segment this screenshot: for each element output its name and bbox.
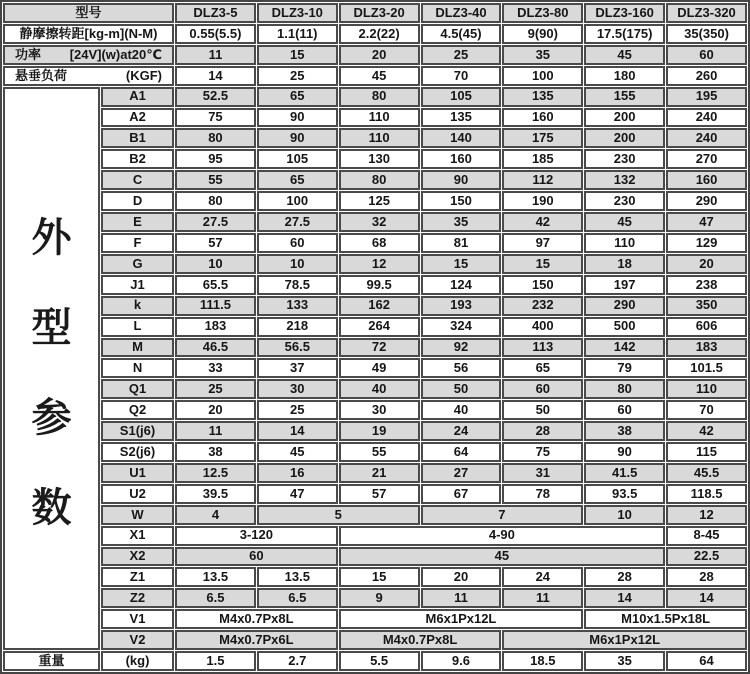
dimension-value-cell: 3-120: [175, 526, 338, 546]
dimension-value-cell: 22.5: [666, 547, 747, 567]
dimension-value-cell: 20: [666, 254, 747, 274]
dimension-param-label: L: [101, 317, 174, 337]
dimension-param-label: Z2: [101, 588, 174, 608]
dimension-param-label: E: [101, 212, 174, 232]
dimension-value-cell: 28: [502, 421, 583, 441]
dimension-value-cell: 81: [421, 233, 502, 253]
dimension-value-cell: 52.5: [175, 87, 256, 107]
dimension-value-cell: 18: [584, 254, 665, 274]
dimension-value-cell: M6x1Px12L: [502, 630, 747, 650]
dimension-value-cell: 90: [257, 108, 338, 128]
dimension-value-cell: 350: [666, 296, 747, 316]
dimension-value-cell: 16: [257, 463, 338, 483]
weight-value-cell: 2.7: [257, 651, 338, 671]
model-column-header: DLZ3-5: [175, 3, 256, 23]
dimension-value-cell: 19: [339, 421, 420, 441]
dimension-title-char: 参: [31, 396, 72, 441]
dimension-value-cell: 113: [502, 338, 583, 358]
dimension-value-cell: 160: [421, 149, 502, 169]
dimension-value-cell: 124: [421, 275, 502, 295]
dimension-value-cell: 200: [584, 108, 665, 128]
dimension-param-label: A1: [101, 87, 174, 107]
dimension-value-cell: 162: [339, 296, 420, 316]
dimension-value-cell: 42: [666, 421, 747, 441]
table-row: [3, 567, 747, 587]
dimension-value-cell: 92: [421, 338, 502, 358]
dimension-value-cell: 200: [584, 128, 665, 148]
table-row: [3, 651, 747, 671]
dimension-value-cell: 90: [584, 442, 665, 462]
dimension-value-cell: 175: [502, 128, 583, 148]
spec-row-unit-text: [24V](w)at20℃: [69, 46, 163, 62]
table-row: [3, 338, 747, 358]
table-row: [3, 45, 747, 65]
dimension-value-cell: 24: [502, 567, 583, 587]
dimension-value-cell: 240: [666, 128, 747, 148]
dimension-value-cell: 110: [339, 128, 420, 148]
spec-row-label-power: [3, 45, 174, 65]
table-row: [3, 275, 747, 295]
dimension-value-cell: 112: [502, 170, 583, 190]
table-row: [3, 630, 747, 650]
dimension-value-cell: 185: [502, 149, 583, 169]
dimension-value-cell: 38: [175, 442, 256, 462]
dimension-param-label: Q1: [101, 379, 174, 399]
table-row: [3, 149, 747, 169]
dimension-value-cell: 60: [175, 547, 338, 567]
weight-unit: (kg): [101, 651, 174, 671]
dimension-value-cell: 70: [666, 400, 747, 420]
spec-value-cell: 45: [584, 45, 665, 65]
dimension-value-cell: 110: [584, 233, 665, 253]
dimension-value-cell: 101.5: [666, 358, 747, 378]
dimension-param-label: U1: [101, 463, 174, 483]
dimension-param-label: B2: [101, 149, 174, 169]
dimension-value-cell: 24: [421, 421, 502, 441]
dimension-value-cell: 80: [175, 191, 256, 211]
dimension-value-cell: M6x1Px12L: [339, 609, 584, 629]
dimension-value-cell: 240: [666, 108, 747, 128]
dimension-value-cell: 238: [666, 275, 747, 295]
dimension-value-cell: 100: [257, 191, 338, 211]
dimension-value-cell: 38: [584, 421, 665, 441]
dimension-value-cell: 118.5: [666, 484, 747, 504]
spec-row-unit-text: (KGF): [125, 67, 163, 83]
spec-value-cell: 70: [421, 66, 502, 86]
dimension-value-cell: 50: [421, 379, 502, 399]
dimension-value-cell: 55: [339, 442, 420, 462]
table-row: [3, 505, 747, 525]
table-row: [3, 66, 747, 86]
table-row: [3, 24, 747, 44]
dimension-value-cell: 160: [502, 108, 583, 128]
spec-value-cell: 60: [666, 45, 747, 65]
dimension-value-cell: 79: [584, 358, 665, 378]
dimension-value-cell: 56.5: [257, 338, 338, 358]
spec-table-body: [3, 3, 747, 671]
spec-value-cell: 14: [175, 66, 256, 86]
spec-row-label-text: 功率: [15, 46, 42, 62]
dimension-value-cell: 193: [421, 296, 502, 316]
spec-value-cell: 11: [175, 45, 256, 65]
dimension-value-cell: 129: [666, 233, 747, 253]
dimension-value-cell: 142: [584, 338, 665, 358]
weight-value-cell: 1.5: [175, 651, 256, 671]
table-row: [3, 170, 747, 190]
dimension-param-label: Q2: [101, 400, 174, 420]
model-column-header: DLZ3-20: [339, 3, 420, 23]
dimension-value-cell: 6.5: [257, 588, 338, 608]
dimension-value-cell: 27.5: [175, 212, 256, 232]
table-row: [3, 609, 747, 629]
dimension-value-cell: 45: [584, 212, 665, 232]
dimension-value-cell: 132: [584, 170, 665, 190]
dimension-value-cell: 140: [421, 128, 502, 148]
weight-label: 重量: [3, 651, 100, 671]
dimension-value-cell: 15: [502, 254, 583, 274]
dimension-section-title: [3, 87, 100, 650]
dimension-value-cell: 110: [666, 379, 747, 399]
dimension-value-cell: 135: [502, 87, 583, 107]
spec-value-cell: 100: [502, 66, 583, 86]
dimension-value-cell: 90: [257, 128, 338, 148]
dimension-value-cell: 50: [502, 400, 583, 420]
table-row: [3, 87, 747, 107]
dimension-param-label: W: [101, 505, 174, 525]
dimension-title-char: 型: [31, 306, 72, 351]
dimension-value-cell: 290: [666, 191, 747, 211]
dimension-value-cell: 60: [257, 233, 338, 253]
dimension-param-label: C: [101, 170, 174, 190]
dimension-value-cell: 133: [257, 296, 338, 316]
dimension-value-cell: 93.5: [584, 484, 665, 504]
weight-value-cell: 18.5: [502, 651, 583, 671]
dimension-param-label: A2: [101, 108, 174, 128]
dimension-value-cell: 155: [584, 87, 665, 107]
dimension-value-cell: 95: [175, 149, 256, 169]
dimension-value-cell: 218: [257, 317, 338, 337]
dimension-value-cell: 56: [421, 358, 502, 378]
dimension-value-cell: 65.5: [175, 275, 256, 295]
dimension-value-cell: 65: [257, 170, 338, 190]
dimension-value-cell: 55: [175, 170, 256, 190]
table-row: [3, 108, 747, 128]
dimension-value-cell: 45: [257, 442, 338, 462]
dimension-value-cell: 105: [257, 149, 338, 169]
table-row: [3, 254, 747, 274]
dimension-value-cell: 65: [502, 358, 583, 378]
dimension-value-cell: 12: [339, 254, 420, 274]
spec-value-cell: 0.55(5.5): [175, 24, 256, 44]
weight-value-cell: 35: [584, 651, 665, 671]
dimension-value-cell: 60: [584, 400, 665, 420]
table-row: [3, 526, 747, 546]
dimension-value-cell: 183: [175, 317, 256, 337]
table-row: [3, 588, 747, 608]
dimension-value-cell: 27: [421, 463, 502, 483]
dimension-value-cell: 39.5: [175, 484, 256, 504]
table-row: [3, 400, 747, 420]
dimension-value-cell: 10: [175, 254, 256, 274]
spec-value-cell: 1.1(11): [257, 24, 338, 44]
dimension-value-cell: 67: [421, 484, 502, 504]
dimension-value-cell: 111.5: [175, 296, 256, 316]
dimension-value-cell: 10: [584, 505, 665, 525]
dimension-value-cell: 25: [257, 400, 338, 420]
model-header-label: 型号: [3, 3, 174, 23]
dimension-param-label: k: [101, 296, 174, 316]
dimension-value-cell: 72: [339, 338, 420, 358]
dimension-value-cell: 90: [421, 170, 502, 190]
dimension-param-label: J1: [101, 275, 174, 295]
dimension-value-cell: 21: [339, 463, 420, 483]
dimension-value-cell: 75: [175, 108, 256, 128]
dimension-value-cell: 46.5: [175, 338, 256, 358]
dimension-param-label: X2: [101, 547, 174, 567]
dimension-value-cell: 130: [339, 149, 420, 169]
table-row: [3, 317, 747, 337]
dimension-value-cell: 80: [339, 170, 420, 190]
dimension-param-label: G: [101, 254, 174, 274]
dimension-value-cell: 500: [584, 317, 665, 337]
table-row: [3, 128, 747, 148]
dimension-value-cell: 11: [421, 588, 502, 608]
spec-value-cell: 35: [502, 45, 583, 65]
dimension-value-cell: 28: [584, 567, 665, 587]
model-column-header: DLZ3-320: [666, 3, 747, 23]
dimension-value-cell: 75: [502, 442, 583, 462]
dimension-value-cell: 12.5: [175, 463, 256, 483]
dimension-value-cell: 47: [257, 484, 338, 504]
dimension-value-cell: 30: [257, 379, 338, 399]
dimension-param-label: U2: [101, 484, 174, 504]
dimension-value-cell: 15: [421, 254, 502, 274]
table-row: [3, 296, 747, 316]
dimension-value-cell: 49: [339, 358, 420, 378]
dimension-value-cell: 68: [339, 233, 420, 253]
dimension-value-cell: 25: [175, 379, 256, 399]
dimension-value-cell: 290: [584, 296, 665, 316]
table-row: [3, 212, 747, 232]
dimension-value-cell: 97: [502, 233, 583, 253]
dimension-param-label: X1: [101, 526, 174, 546]
table-row: [3, 191, 747, 211]
dimension-param-label: Z1: [101, 567, 174, 587]
dimension-value-cell: 80: [339, 87, 420, 107]
model-column-header: DLZ3-40: [421, 3, 502, 23]
weight-value-cell: 64: [666, 651, 747, 671]
dimension-param-label: S1(j6): [101, 421, 174, 441]
spec-value-cell: 25: [421, 45, 502, 65]
dimension-value-cell: 31: [502, 463, 583, 483]
dimension-value-cell: 14: [257, 421, 338, 441]
dimension-value-cell: 99.5: [339, 275, 420, 295]
dimension-value-cell: 41.5: [584, 463, 665, 483]
dimension-value-cell: 57: [175, 233, 256, 253]
spec-row-label-static-friction-torque: [3, 24, 174, 44]
model-column-header: DLZ3-160: [584, 3, 665, 23]
dimension-value-cell: 57: [339, 484, 420, 504]
dimension-value-cell: 606: [666, 317, 747, 337]
weight-value-cell: 5.5: [339, 651, 420, 671]
spec-row-label-text: 静摩擦转距[kg-m](N-M): [19, 25, 158, 41]
table-row: [3, 379, 747, 399]
dimension-value-cell: 35: [421, 212, 502, 232]
dimension-value-cell: 232: [502, 296, 583, 316]
spec-row-label-text: 悬垂负荷: [15, 67, 68, 83]
dimension-value-cell: 264: [339, 317, 420, 337]
spec-value-cell: 260: [666, 66, 747, 86]
dimension-value-cell: 230: [584, 149, 665, 169]
dimension-value-cell: 42: [502, 212, 583, 232]
dimension-param-label: B1: [101, 128, 174, 148]
spec-value-cell: 15: [257, 45, 338, 65]
spec-value-cell: 180: [584, 66, 665, 86]
spec-value-cell: 4.5(45): [421, 24, 502, 44]
table-row: [3, 233, 747, 253]
dimension-value-cell: M4x0.7Px8L: [339, 630, 502, 650]
dimension-value-cell: 195: [666, 87, 747, 107]
dimension-value-cell: 7: [421, 505, 584, 525]
table-row: [3, 484, 747, 504]
dimension-value-cell: 78: [502, 484, 583, 504]
dimension-value-cell: 64: [421, 442, 502, 462]
spec-value-cell: 20: [339, 45, 420, 65]
dimension-value-cell: 33: [175, 358, 256, 378]
table-row: [3, 463, 747, 483]
table-row: [3, 547, 747, 567]
dimension-value-cell: 150: [421, 191, 502, 211]
dimension-value-cell: 45: [339, 547, 665, 567]
dimension-value-cell: 14: [666, 588, 747, 608]
dimension-param-label: F: [101, 233, 174, 253]
model-column-header: DLZ3-80: [502, 3, 583, 23]
dimension-value-cell: M4x0.7Px6L: [175, 630, 338, 650]
dimension-param-label: V1: [101, 609, 174, 629]
table-row: [3, 3, 747, 23]
dimension-value-cell: 27.5: [257, 212, 338, 232]
dimension-value-cell: 45.5: [666, 463, 747, 483]
dimension-value-cell: 15: [339, 567, 420, 587]
dimension-title-char: 数: [31, 486, 72, 531]
dimension-param-label: S2(j6): [101, 442, 174, 462]
dimension-value-cell: 11: [175, 421, 256, 441]
dimension-param-label: N: [101, 358, 174, 378]
dimension-param-label: D: [101, 191, 174, 211]
dimension-value-cell: 37: [257, 358, 338, 378]
dimension-value-cell: 14: [584, 588, 665, 608]
dimension-value-cell: 9: [339, 588, 420, 608]
dimension-value-cell: 11: [502, 588, 583, 608]
dimension-param-label: V2: [101, 630, 174, 650]
dimension-value-cell: 30: [339, 400, 420, 420]
dimension-value-cell: 4-90: [339, 526, 665, 546]
dimension-value-cell: 105: [421, 87, 502, 107]
dimension-value-cell: 13.5: [175, 567, 256, 587]
dimension-value-cell: 40: [339, 379, 420, 399]
dimension-value-cell: 80: [584, 379, 665, 399]
dimension-value-cell: M4x0.7Px8L: [175, 609, 338, 629]
table-row: [3, 421, 747, 441]
dimension-value-cell: 324: [421, 317, 502, 337]
dimension-value-cell: 400: [502, 317, 583, 337]
spec-value-cell: 17.5(175): [584, 24, 665, 44]
dimension-value-cell: 32: [339, 212, 420, 232]
dimension-value-cell: 150: [502, 275, 583, 295]
dimension-value-cell: 135: [421, 108, 502, 128]
dimension-value-cell: 20: [421, 567, 502, 587]
dimension-param-label: M: [101, 338, 174, 358]
spec-value-cell: 45: [339, 66, 420, 86]
table-row: [3, 442, 747, 462]
weight-value-cell: 9.6: [421, 651, 502, 671]
spec-value-cell: 35(350): [666, 24, 747, 44]
dimension-value-cell: 6.5: [175, 588, 256, 608]
dimension-title-char: 外: [31, 216, 72, 261]
dimension-value-cell: 197: [584, 275, 665, 295]
dimension-value-cell: 40: [421, 400, 502, 420]
dimension-value-cell: 12: [666, 505, 747, 525]
dimension-value-cell: 5: [257, 505, 420, 525]
dimension-value-cell: 190: [502, 191, 583, 211]
dimension-value-cell: 80: [175, 128, 256, 148]
dimension-value-cell: 4: [175, 505, 256, 525]
model-column-header: DLZ3-10: [257, 3, 338, 23]
table-row: [3, 358, 747, 378]
dimension-value-cell: 47: [666, 212, 747, 232]
dimension-value-cell: 110: [339, 108, 420, 128]
dimension-value-cell: 183: [666, 338, 747, 358]
dimension-value-cell: 65: [257, 87, 338, 107]
spec-value-cell: 25: [257, 66, 338, 86]
dimension-value-cell: 28: [666, 567, 747, 587]
dimension-value-cell: 60: [502, 379, 583, 399]
dimension-value-cell: 125: [339, 191, 420, 211]
dimension-title-stack: [5, 87, 98, 650]
spec-value-cell: 9(90): [502, 24, 583, 44]
dimension-value-cell: 115: [666, 442, 747, 462]
dimension-value-cell: 78.5: [257, 275, 338, 295]
dimension-value-cell: 230: [584, 191, 665, 211]
spec-value-cell: 2.2(22): [339, 24, 420, 44]
dimension-value-cell: 20: [175, 400, 256, 420]
dimension-value-cell: 13.5: [257, 567, 338, 587]
dimension-value-cell: 8-45: [666, 526, 747, 546]
dimension-value-cell: 160: [666, 170, 747, 190]
dimension-value-cell: M10x1.5Px18L: [584, 609, 747, 629]
spec-row-label-suspended-load: [3, 66, 174, 86]
dimension-value-cell: 270: [666, 149, 747, 169]
dimension-value-cell: 10: [257, 254, 338, 274]
